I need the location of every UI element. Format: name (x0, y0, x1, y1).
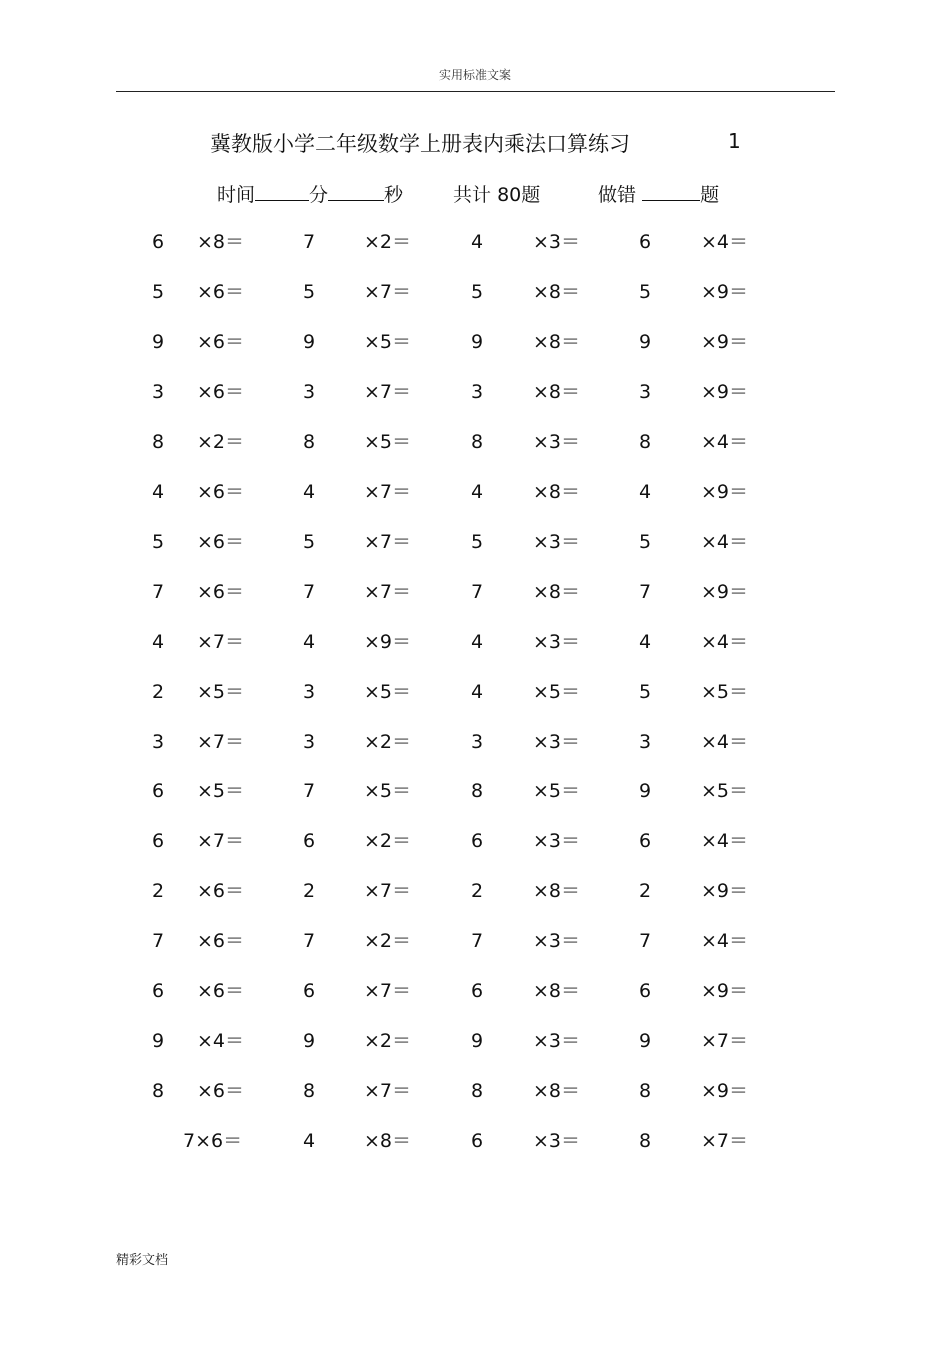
problem-multiplier: ×8＝ (533, 980, 581, 1002)
problem-multiplicand: 6 (639, 231, 652, 253)
problem-multiplicand: 7 (639, 930, 652, 952)
problem-multiplicand: 9 (303, 331, 316, 353)
exercise-number: 1 (728, 129, 741, 153)
problem-multiplicand: 8 (639, 1080, 652, 1102)
problem-multiplicand: 2 (639, 880, 652, 902)
problem-multiplicand: 5 (303, 281, 316, 303)
problem-multiplier: ×6＝ (197, 481, 245, 503)
problem-multiplier: ×7＝ (364, 980, 412, 1002)
problem-expression: 7×6＝ (183, 1130, 243, 1152)
problem-multiplicand: 7 (471, 581, 484, 603)
problem-multiplier: ×6＝ (197, 281, 245, 303)
problem-multiplicand: 9 (639, 1030, 652, 1052)
problem-multiplicand: 9 (303, 1030, 316, 1052)
problem-multiplier: ×6＝ (197, 1080, 245, 1102)
problem-multiplier: ×8＝ (533, 880, 581, 902)
problem-multiplier: ×2＝ (197, 431, 245, 453)
problem-multiplicand: 3 (152, 731, 165, 753)
problem-multiplicand: 4 (303, 481, 316, 503)
problem-multiplicand: 5 (152, 281, 165, 303)
problem-multiplier: ×9＝ (701, 481, 749, 503)
problem-multiplier: ×8＝ (533, 381, 581, 403)
problem-multiplier: ×9＝ (364, 631, 412, 653)
problem-multiplicand: 8 (471, 431, 484, 453)
problem-multiplicand: 6 (471, 830, 484, 852)
problem-multiplicand: 7 (152, 581, 165, 603)
problem-multiplier: ×7＝ (364, 281, 412, 303)
problem-multiplicand: 9 (639, 780, 652, 802)
problem-multiplier: ×2＝ (364, 731, 412, 753)
problem-multiplier: ×8＝ (197, 231, 245, 253)
problem-multiplicand: 4 (639, 631, 652, 653)
problem-multiplier: ×7＝ (197, 830, 245, 852)
problem-multiplicand: 3 (152, 381, 165, 403)
problem-multiplicand: 5 (471, 531, 484, 553)
problem-multiplicand: 6 (471, 980, 484, 1002)
problem-multiplier: ×3＝ (533, 1130, 581, 1152)
problem-multiplier: ×7＝ (364, 581, 412, 603)
problem-multiplicand: 5 (303, 531, 316, 553)
problem-multiplier: ×9＝ (701, 980, 749, 1002)
problem-multiplier: ×2＝ (364, 1030, 412, 1052)
problem-multiplicand: 3 (471, 731, 484, 753)
problem-multiplicand: 7 (152, 930, 165, 952)
problem-multiplier: ×4＝ (701, 431, 749, 453)
problem-multiplier: ×5＝ (533, 681, 581, 703)
problem-multiplier: ×2＝ (364, 930, 412, 952)
problem-multiplier: ×6＝ (197, 531, 245, 553)
problem-multiplier: ×7＝ (364, 1080, 412, 1102)
problem-multiplier: ×7＝ (364, 880, 412, 902)
problem-multiplicand: 8 (303, 431, 316, 453)
problem-multiplier: ×7＝ (701, 1130, 749, 1152)
problem-multiplicand: 8 (152, 431, 165, 453)
problem-multiplicand: 3 (639, 731, 652, 753)
page-footer-text: 精彩文档 (116, 1253, 169, 1268)
problem-multiplier: ×3＝ (533, 531, 581, 553)
problem-multiplicand: 4 (303, 1130, 316, 1152)
minute-label: 分 (309, 184, 329, 206)
problem-multiplier: ×6＝ (197, 930, 245, 952)
problem-multiplier: ×9＝ (701, 1080, 749, 1102)
problem-multiplier: ×5＝ (364, 431, 412, 453)
page-title: 冀教版小学二年级数学上册表内乘法口算练习 (210, 132, 630, 156)
problem-multiplier: ×2＝ (364, 231, 412, 253)
problem-multiplicand: 5 (471, 281, 484, 303)
problem-multiplicand: 5 (152, 531, 165, 553)
problem-multiplier: ×7＝ (364, 381, 412, 403)
total-value: 80 (497, 184, 522, 206)
problem-multiplicand: 7 (639, 581, 652, 603)
problem-multiplier: ×8＝ (533, 1080, 581, 1102)
problem-multiplier: ×4＝ (701, 231, 749, 253)
problem-multiplier: ×4＝ (701, 531, 749, 553)
problem-multiplicand: 7 (303, 780, 316, 802)
problem-multiplicand: 6 (152, 980, 165, 1002)
problem-multiplicand: 2 (152, 880, 165, 902)
problem-multiplicand: 6 (152, 780, 165, 802)
problem-multiplicand: 7 (471, 930, 484, 952)
problem-multiplier: ×7＝ (701, 1030, 749, 1052)
problem-multiplicand: 6 (303, 830, 316, 852)
problem-multiplicand: 3 (303, 731, 316, 753)
wrong-unit: 题 (700, 184, 720, 206)
problem-multiplier: ×3＝ (533, 431, 581, 453)
problem-multiplier: ×3＝ (533, 231, 581, 253)
problem-multiplier: ×9＝ (701, 581, 749, 603)
problem-multiplier: ×4＝ (701, 731, 749, 753)
problem-multiplier: ×4＝ (701, 930, 749, 952)
problem-multiplicand: 2 (303, 880, 316, 902)
problem-multiplicand: 3 (303, 681, 316, 703)
problem-multiplier: ×8＝ (533, 581, 581, 603)
problem-multiplier: ×6＝ (197, 381, 245, 403)
problem-multiplicand: 3 (303, 381, 316, 403)
problem-multiplier: ×9＝ (701, 880, 749, 902)
problem-multiplier: ×4＝ (701, 631, 749, 653)
problem-multiplicand: 9 (471, 1030, 484, 1052)
problem-multiplicand: 2 (152, 681, 165, 703)
problem-multiplicand: 6 (303, 980, 316, 1002)
problem-multiplier: ×9＝ (701, 331, 749, 353)
problem-multiplicand: 4 (471, 631, 484, 653)
wrong-label: 做错 (598, 184, 637, 206)
problem-multiplier: ×5＝ (701, 780, 749, 802)
problem-multiplicand: 4 (471, 481, 484, 503)
problem-multiplicand: 9 (471, 331, 484, 353)
problem-multiplicand: 6 (152, 830, 165, 852)
problem-multiplicand: 8 (152, 1080, 165, 1102)
problem-multiplicand: 5 (639, 281, 652, 303)
problem-multiplier: ×3＝ (533, 731, 581, 753)
problem-multiplicand: 9 (152, 1030, 165, 1052)
problem-multiplier: ×5＝ (197, 681, 245, 703)
problem-multiplier: ×8＝ (364, 1130, 412, 1152)
problem-multiplier: ×4＝ (197, 1030, 245, 1052)
problem-multiplier: ×9＝ (701, 281, 749, 303)
problem-multiplier: ×2＝ (364, 830, 412, 852)
problem-multiplicand: 7 (303, 581, 316, 603)
problem-multiplicand: 6 (639, 980, 652, 1002)
problem-multiplicand: 5 (639, 531, 652, 553)
problem-multiplier: ×6＝ (197, 331, 245, 353)
problem-multiplicand: 9 (639, 331, 652, 353)
problem-multiplicand: 4 (303, 631, 316, 653)
problem-multiplicand: 7 (303, 930, 316, 952)
total-label: 共计 (453, 184, 492, 206)
problem-multiplicand: 6 (471, 1130, 484, 1152)
problem-multiplier: ×8＝ (533, 331, 581, 353)
problem-multiplicand: 4 (471, 681, 484, 703)
problem-multiplier: ×8＝ (533, 281, 581, 303)
problem-multiplier: ×6＝ (197, 581, 245, 603)
problem-multiplier: ×3＝ (533, 631, 581, 653)
problem-multiplicand: 8 (639, 1130, 652, 1152)
problem-multiplicand: 6 (639, 830, 652, 852)
problem-multiplicand: 8 (639, 431, 652, 453)
problem-multiplier: ×3＝ (533, 1030, 581, 1052)
problem-multiplier: ×5＝ (533, 780, 581, 802)
problem-multiplicand: 4 (639, 481, 652, 503)
problem-multiplicand: 8 (471, 780, 484, 802)
problem-multiplicand: 9 (152, 331, 165, 353)
problem-multiplicand: 6 (152, 231, 165, 253)
problem-multiplicand: 2 (471, 880, 484, 902)
problem-multiplier: ×5＝ (364, 780, 412, 802)
second-label: 秒 (384, 184, 404, 206)
problem-multiplier: ×6＝ (197, 980, 245, 1002)
problem-multiplier: ×3＝ (533, 830, 581, 852)
problem-multiplicand: 7 (303, 231, 316, 253)
problem-multiplier: ×7＝ (197, 631, 245, 653)
problem-multiplicand: 8 (471, 1080, 484, 1102)
problem-multiplier: ×5＝ (364, 681, 412, 703)
problem-multiplier: ×5＝ (364, 331, 412, 353)
problem-multiplicand: 3 (639, 381, 652, 403)
problem-multiplicand: 4 (152, 481, 165, 503)
problem-multiplier: ×6＝ (197, 880, 245, 902)
problem-multiplier: ×7＝ (197, 731, 245, 753)
problem-multiplier: ×4＝ (701, 830, 749, 852)
problem-multiplier: ×5＝ (701, 681, 749, 703)
problem-multiplier: ×9＝ (701, 381, 749, 403)
problem-multiplicand: 4 (471, 231, 484, 253)
problem-multiplicand: 4 (152, 631, 165, 653)
problem-multiplicand: 8 (303, 1080, 316, 1102)
problem-multiplier: ×3＝ (533, 930, 581, 952)
time-label: 时间 (217, 184, 256, 206)
total-unit: 题 (521, 184, 541, 206)
problem-multiplier: ×7＝ (364, 531, 412, 553)
problem-multiplicand: 5 (639, 681, 652, 703)
problem-multiplier: ×7＝ (364, 481, 412, 503)
page-header-text: 实用标准文案 (438, 68, 511, 82)
problem-multiplier: ×5＝ (197, 780, 245, 802)
problem-multiplicand: 3 (471, 381, 484, 403)
problem-multiplier: ×8＝ (533, 481, 581, 503)
